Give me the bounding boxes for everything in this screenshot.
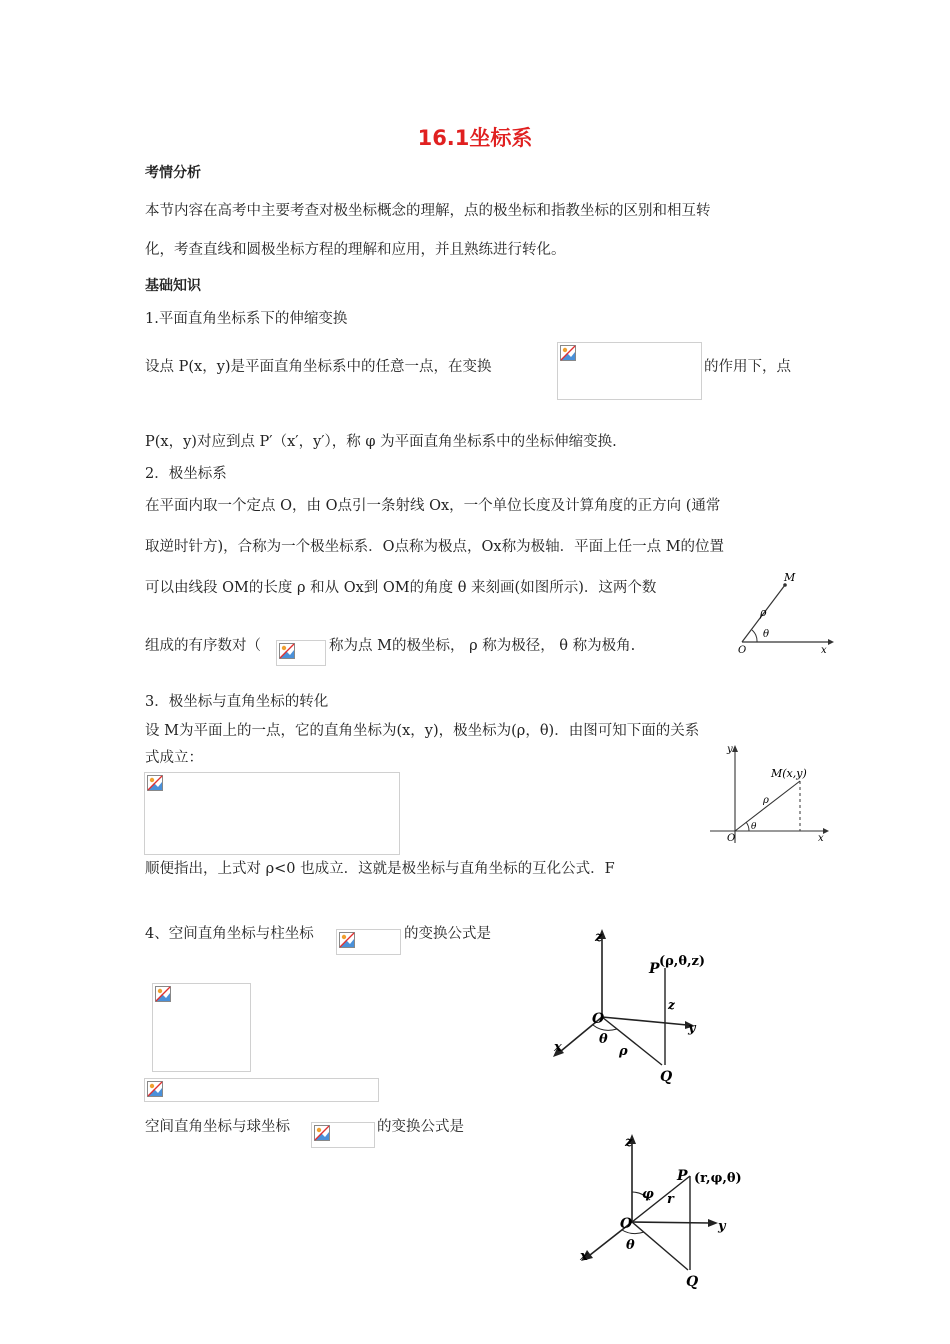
paragraph-line: 可以由线段 OM的长度 ρ 和从 Ox到 OM的角度 θ 来刻画(如图所示)．这两个数 <box>145 580 657 596</box>
item-title-3: 3．极坐标与直角坐标的转化 <box>145 694 329 710</box>
label-y: y <box>718 1219 726 1234</box>
segment-oq <box>602 1017 662 1065</box>
angle-arc <box>746 822 749 831</box>
label-theta: θ <box>626 1238 635 1253</box>
label-z: z <box>625 1135 633 1150</box>
paragraph-line: 组成的有序数对（ <box>145 638 261 654</box>
broken-image-icon <box>147 1081 163 1097</box>
broken-image-icon <box>339 932 355 948</box>
label-phi: φ <box>642 1187 654 1202</box>
label-theta: θ <box>599 1032 608 1047</box>
paragraph-line: 设点 P(x，y)是平面直角坐标系中的任意一点，在变换 <box>145 359 492 375</box>
formula-image <box>152 983 251 1072</box>
polar-coordinate-figure <box>730 570 835 655</box>
label-o: O <box>592 1011 605 1027</box>
formula-image <box>336 929 401 955</box>
paragraph-line: 的变换公式是 <box>377 1119 464 1135</box>
cartesian-polar-figure <box>705 740 835 845</box>
broken-image-icon <box>560 345 576 361</box>
label-y: y <box>688 1021 696 1036</box>
label-q: Q <box>686 1274 699 1290</box>
cylindrical-coordinate-figure <box>545 925 725 1085</box>
formula-image <box>144 772 400 855</box>
label-q: Q <box>660 1069 673 1085</box>
formula-image <box>557 342 702 400</box>
paragraph-line: 化，考查直线和圆极坐标方程的理解和应用，并且熟练进行转化。 <box>145 242 566 258</box>
label-y: y <box>727 744 733 755</box>
label-o: O <box>620 1216 633 1232</box>
formula-image <box>144 1078 379 1102</box>
section-heading-basic: 基础知识 <box>145 278 201 294</box>
label-x: x <box>821 645 827 655</box>
label-r: r <box>667 1192 674 1207</box>
paragraph-line: 在平面内取一个定点 O，由 O点引一条射线 Ox，一个单位长度及计算角度的正方向 (通常 <box>145 498 721 514</box>
formula-image <box>276 640 326 666</box>
paragraph-line: 设 M为平面上的一点，它的直角坐标为(x，y)，极坐标为(ρ，θ)．由图可知下面的关系 <box>145 723 700 739</box>
arrow-icon <box>823 828 829 834</box>
label-theta: θ <box>751 822 757 832</box>
arrow-icon <box>828 639 834 645</box>
broken-image-icon <box>155 986 171 1002</box>
arrow-icon <box>708 1219 718 1227</box>
arrow-icon <box>732 745 738 752</box>
label-o: O <box>727 833 736 844</box>
label-rho: ρ <box>760 606 767 619</box>
label-x: x <box>818 833 824 844</box>
paragraph-line: 4、空间直角坐标与柱坐标 <box>145 926 314 942</box>
label-p: P <box>677 1168 688 1184</box>
paragraph-line: 式成立： <box>145 750 203 766</box>
label-p-coords: (ρ,θ,z) <box>659 954 706 969</box>
label-x: x <box>580 1249 588 1264</box>
angle-arc <box>752 630 757 642</box>
spherical-coordinate-figure <box>570 1130 760 1290</box>
label-theta: θ <box>763 629 770 640</box>
label-m: M(x,y) <box>771 767 807 780</box>
paragraph-line: 的作用下，点 <box>704 359 791 375</box>
paragraph-line: 称为点 M的极坐标， ρ 称为极径， θ 称为极角. <box>329 638 636 654</box>
label-x: x <box>554 1040 562 1055</box>
label-z: z <box>595 930 603 945</box>
item-title-1: 1.平面直角坐标系下的伸缩变换 <box>145 311 348 327</box>
ray-om <box>735 781 800 831</box>
paragraph-line: P(x，y)对应到点 P′（x′，y′），称 φ 为平面直角坐标系中的坐标伸缩变换. <box>145 434 617 450</box>
label-rho: ρ <box>619 1044 628 1059</box>
paragraph-line: 空间直角坐标与球坐标 <box>145 1119 290 1135</box>
formula-image <box>311 1122 375 1148</box>
paragraph-line: 的变换公式是 <box>404 926 491 942</box>
paragraph-line: 取逆时针方)，合称为一个极坐标系．O点称为极点，Ox称为极轴．平面上任一点 M的位置 <box>145 539 725 555</box>
label-m: M <box>784 571 796 584</box>
y-axis-line <box>602 1017 687 1025</box>
broken-image-icon <box>279 643 295 659</box>
page-title: 16.1坐标系 <box>417 126 533 150</box>
y-axis-line <box>632 1222 710 1223</box>
broken-image-icon <box>314 1125 330 1141</box>
label-p: P <box>649 961 660 977</box>
label-p-coords: (r,φ,θ) <box>694 1171 742 1186</box>
label-z-height: z <box>668 998 675 1012</box>
item-title-2: 2．极坐标系 <box>145 466 227 482</box>
paragraph-line: 本节内容在高考中主要考查对极坐标概念的理解，点的极坐标和指教坐标的区别和相互转 <box>145 203 711 219</box>
label-o: O <box>738 645 747 655</box>
paragraph-line: 顺便指出，上式对 ρ<0 也成立．这就是极坐标与直角坐标的互化公式．F <box>145 861 615 877</box>
broken-image-icon <box>147 775 163 791</box>
label-rho: ρ <box>763 795 769 806</box>
section-heading-exam: 考情分析 <box>145 165 201 181</box>
segment-oq <box>632 1222 688 1270</box>
